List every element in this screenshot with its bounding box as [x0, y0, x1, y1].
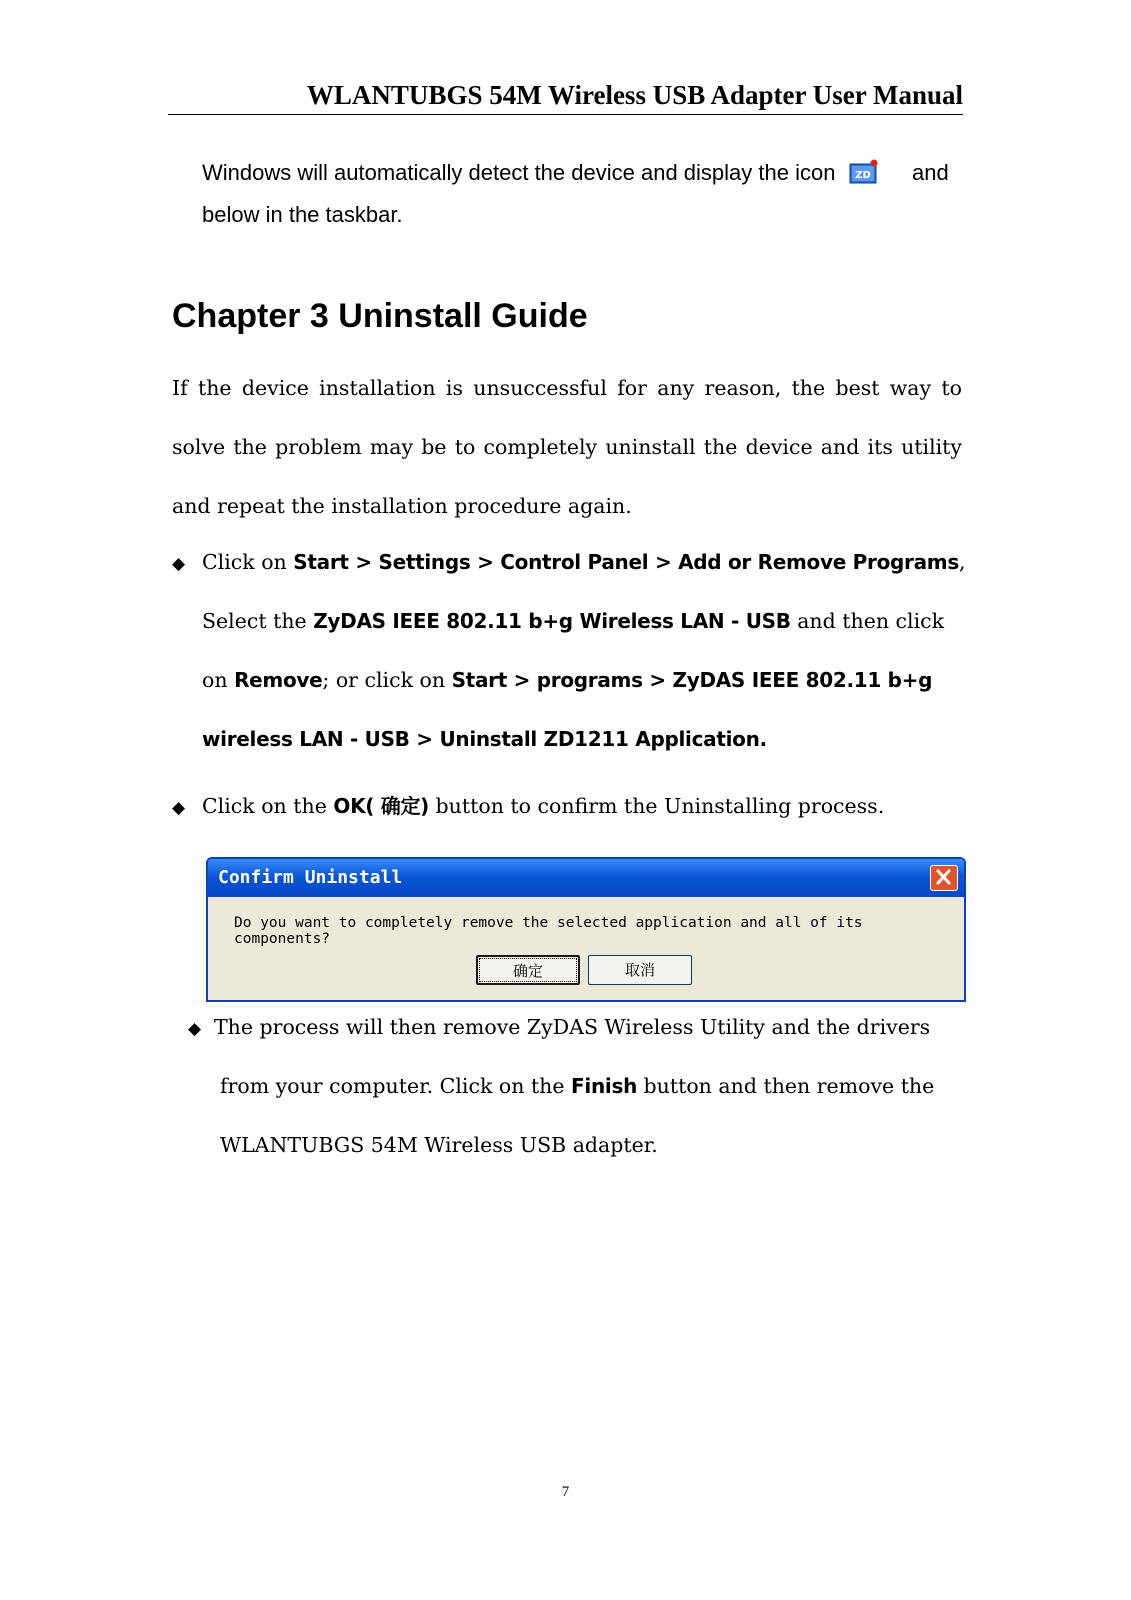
- cancel-button[interactable]: 取消: [588, 955, 692, 985]
- menu-product: ZyDAS IEEE 802.11 b+g: [672, 668, 933, 692]
- bullet-item-finish: [188, 1007, 988, 1184]
- separator: >: [348, 550, 379, 574]
- remove-label: Remove: [234, 668, 323, 692]
- menu-uninstall: Uninstall ZD1211 Application.: [439, 727, 767, 751]
- text: button to confirm the Uninstalling process.: [429, 794, 885, 818]
- bullet3-line-3: WLANTUBGS 54M Wireless USB adapter.: [220, 1133, 658, 1157]
- bullet3-line-1: [188, 1007, 988, 1066]
- menu-start: Start: [293, 550, 349, 574]
- menu-product-cont: wireless LAN - USB: [202, 727, 410, 751]
- header-title: WLANTUBGS 54M Wireless USB Adapter User Manual: [306, 80, 963, 110]
- separator: >: [642, 668, 673, 692]
- bullet1-line-3: [172, 660, 972, 719]
- dialog-message: Do you want to completely remove the selected application and all of its components?: [234, 915, 863, 947]
- text: on: [202, 668, 235, 692]
- text: Select the: [202, 609, 314, 633]
- text: from your computer. Click on the: [220, 1074, 572, 1098]
- intro-line-2: below in the taskbar.: [202, 202, 403, 227]
- dialog-titlebar[interactable]: [208, 859, 964, 897]
- diamond-bullet-icon: ◆: [188, 1019, 202, 1039]
- separator: >: [506, 668, 537, 692]
- intro-line-1: [202, 152, 962, 194]
- menu-settings: Settings: [378, 550, 471, 574]
- separator: >: [409, 727, 440, 751]
- close-icon: [931, 866, 956, 889]
- text: Click on: [202, 550, 294, 574]
- text: The process will then remove ZyDAS Wireless Utility and the drivers: [214, 1015, 931, 1039]
- bullet1-line-4: [172, 719, 972, 778]
- text: ,: [958, 550, 966, 574]
- bullet-item-confirm: [172, 786, 972, 845]
- para-line-2: solve the problem may be to completely uninstall the device and its utility: [172, 435, 962, 459]
- menu-start: Start: [451, 668, 507, 692]
- intro-text-1: Windows will automatically detect the device and display the icon: [202, 160, 836, 185]
- bullet1-line-1: [172, 542, 972, 601]
- zd-icon-text: ZD: [855, 170, 872, 182]
- text: ; or click on: [322, 668, 452, 692]
- bullet-item-uninstall-path: [172, 542, 972, 778]
- diamond-bullet-icon: ◆: [172, 798, 186, 818]
- ok-button[interactable]: 确定: [476, 955, 580, 985]
- bullet1-line-2: [172, 601, 972, 660]
- intro-text-1-end: and: [912, 160, 949, 185]
- menu-programs: programs: [536, 668, 643, 692]
- dialog-title: Confirm Uninstall: [218, 867, 403, 888]
- bullet3-line-2: [188, 1066, 988, 1125]
- finish-label: Finish: [571, 1074, 638, 1098]
- separator: >: [648, 550, 679, 574]
- para-line-3: and repeat the installation procedure again.: [172, 494, 632, 518]
- close-button[interactable]: [930, 865, 958, 891]
- zd-taskbar-icon: [849, 157, 879, 183]
- diamond-bullet-icon: ◆: [172, 554, 186, 574]
- intro-paragraph: [202, 152, 962, 236]
- product-name: ZyDAS IEEE 802.11 b+g Wireless LAN - USB: [313, 609, 791, 633]
- page-header: [168, 80, 963, 115]
- bullet2-line: [172, 786, 972, 845]
- menu-add-remove-programs: Add or Remove Programs: [678, 550, 959, 574]
- text: and then click: [790, 609, 945, 633]
- confirm-uninstall-dialog: [206, 857, 966, 1002]
- text: Click on the: [202, 794, 334, 818]
- chapter-title: Chapter 3 Uninstall Guide: [172, 297, 588, 335]
- text: button and then remove the: [637, 1074, 935, 1098]
- para-line-1: If the device installation is unsuccessful for any reason, the best way to: [172, 376, 962, 400]
- page-number: 7: [561, 1484, 570, 1500]
- intro-body-paragraph: [172, 368, 972, 545]
- menu-control-panel: Control Panel: [500, 550, 649, 574]
- separator: >: [470, 550, 501, 574]
- ok-label: OK( 确定): [333, 794, 430, 818]
